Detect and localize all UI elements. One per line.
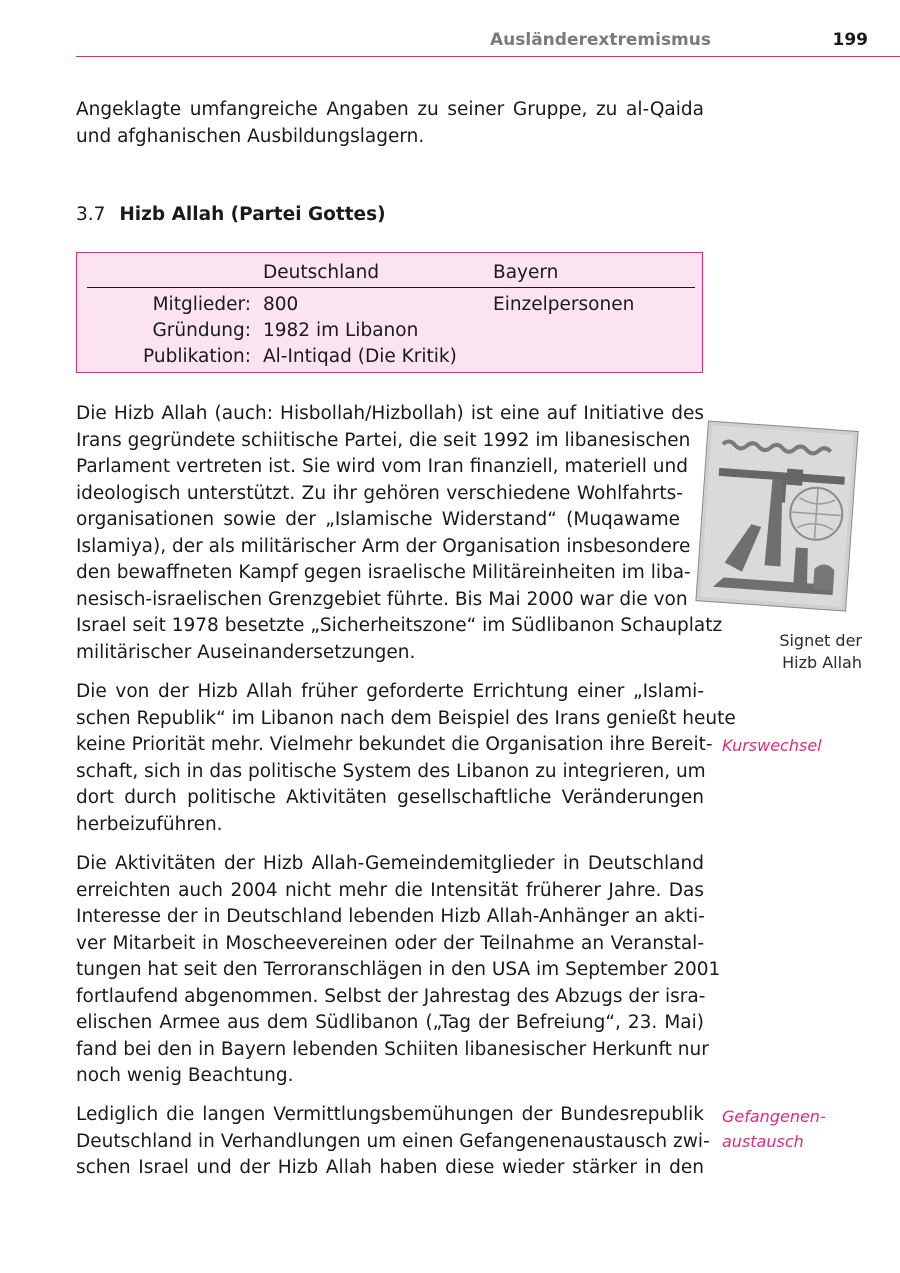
text-line: nesisch-israelischen Grenzgebiet führte. Bis Mai 2000 war die von [76, 588, 688, 610]
fact-value-founding-germany: 1982 im Libanon [263, 320, 419, 341]
text-line: Angeklagte umfangreiche Angaben zu seiner Gruppe, zu al-Qaida [76, 99, 704, 120]
text-line: herbeizuführen. [76, 813, 223, 835]
text-line: tungen hat seit den Terroranschlägen in den USA im September 2001 [76, 959, 721, 980]
text-line: Islamiya), der als militärischer Arm der Organisation insbesondere [76, 535, 691, 557]
running-header-chapter: Ausländerextremismus [490, 30, 711, 50]
section-number: 3.7 [76, 204, 106, 225]
text-line: elischen Armee aus dem Südlibanon („Tag der Befreiung“, 23. Mai) [76, 1012, 704, 1033]
paragraph-prisoner-exchange [76, 1102, 710, 1182]
caption-line: Signet der [779, 631, 862, 650]
text-line: Interesse der in Deutschland lebenden Hizb Allah-Anhänger an akti- [76, 906, 705, 927]
text-line: fand bei den in Bayern lebenden Schiiten libanesischer Herkunft nur [76, 1038, 709, 1060]
intro-paragraph [76, 97, 704, 150]
header-divider [76, 56, 900, 57]
caption-line: Hizb Allah [782, 653, 862, 672]
fact-box [76, 252, 703, 373]
text-line: erreichten auch 2004 nicht mehr die Intensität früherer Jahre. Das [76, 879, 704, 901]
margin-note-line: Gefangenen- [722, 1107, 826, 1126]
column-header-germany: Deutschland [263, 262, 380, 283]
text-line: Irans gegründete schiitische Partei, die seit 1992 im libanesischen [76, 429, 691, 451]
section-heading [76, 202, 386, 228]
fact-label-publication: Publikation: [143, 346, 251, 367]
page-number: 199 [832, 30, 868, 50]
margin-note-gefangenenaustausch [722, 1104, 826, 1154]
text-line: schen Israel und der Hizb Allah haben diese wieder stärker in den [76, 1157, 704, 1178]
text-line: noch wenig Beachtung. [76, 1065, 294, 1086]
fact-box-divider [87, 287, 695, 288]
text-line: keine Priorität mehr. Vielmehr bekundet die Organisation ihre Bereit- [76, 734, 713, 755]
fact-label-members: Mitglieder: [152, 294, 251, 315]
text-line: militärischer Auseinandersetzungen. [76, 641, 416, 663]
paragraph-activities [76, 851, 721, 1090]
text-line: Die Hizb Allah (auch: Hisbollah/Hizbollah) ist eine auf Initiative des [76, 403, 704, 424]
fact-label-founding: Gründung: [152, 320, 251, 341]
section-title: Hizb Allah (Partei Gottes) [119, 204, 386, 225]
figure-caption [740, 630, 862, 674]
paragraph-course-change [76, 679, 736, 838]
text-line: und afghanischen Ausbildungslagern. [76, 125, 425, 147]
fact-value-members-germany: 800 [263, 294, 299, 315]
text-line: Die von der Hizb Allah früher geforderte Errichtung einer „Islami- [76, 681, 704, 702]
fact-value-publication-germany: Al-Intiqad (Die Kritik) [263, 346, 457, 367]
text-line: Die Aktivitäten der Hizb Allah-Gemeindemitglieder in Deutschland [76, 853, 704, 874]
text-line: organisationen sowie der „Islamische Widerstand“ (Muqawame [76, 509, 680, 530]
text-line: Israel seit 1978 besetzte „Sicherheitszone“ im Südlibanon Schauplatz [76, 615, 723, 636]
paragraph-origin [76, 401, 723, 666]
text-line: ver Mitarbeit in Moscheevereinen oder der Teilnahme an Veranstal- [76, 932, 704, 954]
text-line: den bewaffneten Kampf gegen israelische Militäreinheiten im liba- [76, 562, 691, 583]
text-line: dort durch politische Aktivitäten gesellschaftliche Veränderungen [76, 787, 704, 808]
margin-note-kurswechsel: Kurswechsel [722, 736, 822, 755]
text-line: Deutschland in Verhandlungen um einen Gefangenenaustausch zwi- [76, 1130, 710, 1152]
hizb-allah-emblem-icon [688, 416, 864, 616]
text-line: schaft, sich in das politische System des Libanon zu integrieren, um [76, 760, 706, 782]
margin-note-line: austausch [722, 1132, 804, 1151]
text-line: schen Republik“ im Libanon nach dem Beispiel des Irans genießt heute [76, 707, 736, 729]
text-line: ideologisch unterstützt. Zu ihr gehören verschiedene Wohlfahrts- [76, 482, 683, 504]
text-line: Parlament vertreten ist. Sie wird vom Iran finanziell, materiell und [76, 456, 688, 477]
column-header-bavaria: Bayern [493, 262, 559, 283]
fact-value-members-bavaria: Einzelpersonen [493, 294, 635, 315]
text-line: fortlaufend abgenommen. Selbst der Jahrestag des Abzugs der isra- [76, 985, 706, 1007]
text-line: Lediglich die langen Vermittlungsbemühungen der Bundesrepublik [76, 1104, 704, 1125]
